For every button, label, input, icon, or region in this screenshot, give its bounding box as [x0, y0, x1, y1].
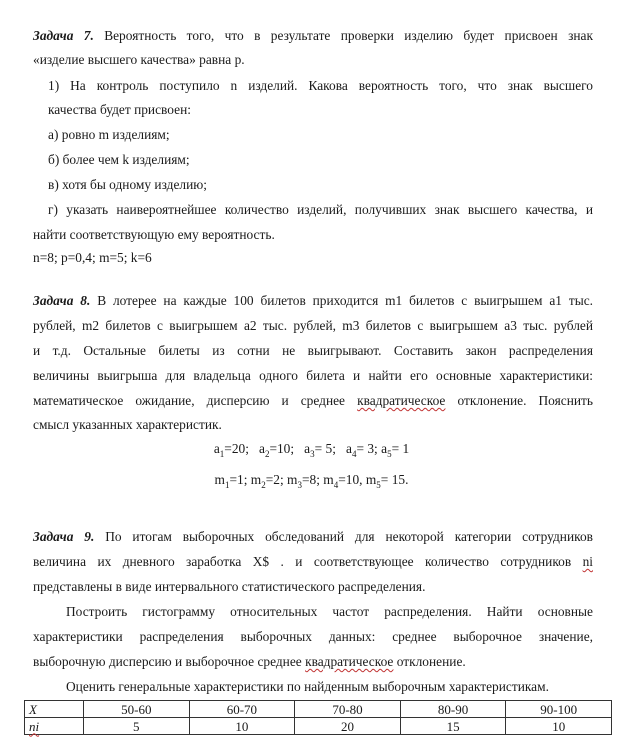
table-cell: 70-80 — [295, 701, 401, 718]
table-cell: 90-100 — [506, 701, 612, 718]
spellcheck-word: квадратическое — [357, 393, 446, 408]
task7-label: Задача 7. — [33, 28, 94, 43]
table-cell: 20 — [295, 718, 401, 735]
table-cell: 15 — [400, 718, 506, 735]
task7-params: n=8; p=0,4; m=5; k=6 — [33, 250, 152, 265]
task8-line2: рублей, m2 билетов с выигрышем a2 тыс. рублей, m3 билетов с выигрышем a3 тыс. рублей — [33, 318, 593, 333]
task7-item-b: б) более чем k изделиям; — [48, 152, 190, 167]
task8-line1: Задача 8. В лотерее на каждые 100 билетов приходится m1 билетов с выигрышем a1 тыс. — [33, 293, 593, 308]
table-row-header: ni — [25, 718, 84, 735]
task7-item-d-cont: найти соответствующую ему вероятность. — [33, 227, 275, 242]
task8-line6: смысл указанных характеристик. — [33, 417, 222, 432]
task7-line1: Задача 7. Вероятность того, что в результате проверки изделию будет присвоен знак — [33, 28, 593, 43]
table-cell: 80-90 — [400, 701, 506, 718]
table-row — [25, 718, 612, 735]
task8-m-values: $m_1=1$; $m_2=2$; $m_3=8$; $m_4=10$, $m_5= 15$. — [214, 472, 409, 490]
task8-a-values: $a_1=20$; $a_2=10$; $a_3= 5$; $a_4= 3$; $a_5= 1$ — [213, 441, 410, 459]
task9-line2: величина их дневного заработка Х$ . и соответствующее количество сотрудников ni — [33, 554, 593, 569]
task9-line1: Задача 9. По итогам выборочных обследований для некоторой категории сотрудников — [33, 529, 593, 544]
task9-line7: Оценить генеральные характеристики по найденным выборочным характеристикам. — [66, 679, 549, 694]
task7-item-d: г) указать наивероятнейшее количество изделий, получивших знак высшего качества, и — [48, 202, 593, 217]
table-row — [25, 701, 612, 718]
task7-line4: качества будет присвоен: — [48, 102, 191, 117]
spellcheck-word: ni — [582, 554, 593, 569]
task8-line4: величины выигрыша для владельца одного билета и найти его основные характеристики: — [33, 368, 593, 383]
task8-line5: математическое ожидание, дисперсию и среднее квадратическое отклонение. Пояснить — [33, 393, 593, 408]
task7-line3: 1) На контроль поступило n изделий. Какова вероятность того, что знак высшего — [48, 78, 593, 93]
task7-item-a: а) ровно m изделиям; — [48, 127, 170, 142]
table-row-header: X — [25, 701, 84, 718]
task8-line3: и т.д. Остальные билеты из сотни не выигрывают. Составить закон распределения — [33, 343, 593, 358]
table-cell: 5 — [84, 718, 190, 735]
table-cell: 50-60 — [84, 701, 190, 718]
task9-line5: характеристики распределения выборочных данных: среднее выборочное значение, — [33, 629, 593, 644]
task7-line2: «изделие высшего качества» равна p. — [33, 52, 245, 67]
distribution-table — [24, 700, 612, 735]
spellcheck-word: квадратическое — [305, 654, 394, 669]
task9-line6: выборочную дисперсию и выборочное среднее квадратическое отклонение. — [33, 654, 466, 669]
task9-label: Задача 9. — [33, 529, 95, 544]
task8-label: Задача 8. — [33, 293, 91, 308]
task7-item-c: в) хотя бы одному изделию; — [48, 177, 207, 192]
task9-line3: представлены в виде интервального статистического распределения. — [33, 579, 426, 594]
table-cell: 60-70 — [189, 701, 295, 718]
table-cell: 10 — [506, 718, 612, 735]
table-cell: 10 — [189, 718, 295, 735]
task9-line4: Построить гистограмму относительных частот распределения. Найти основные — [66, 604, 593, 619]
